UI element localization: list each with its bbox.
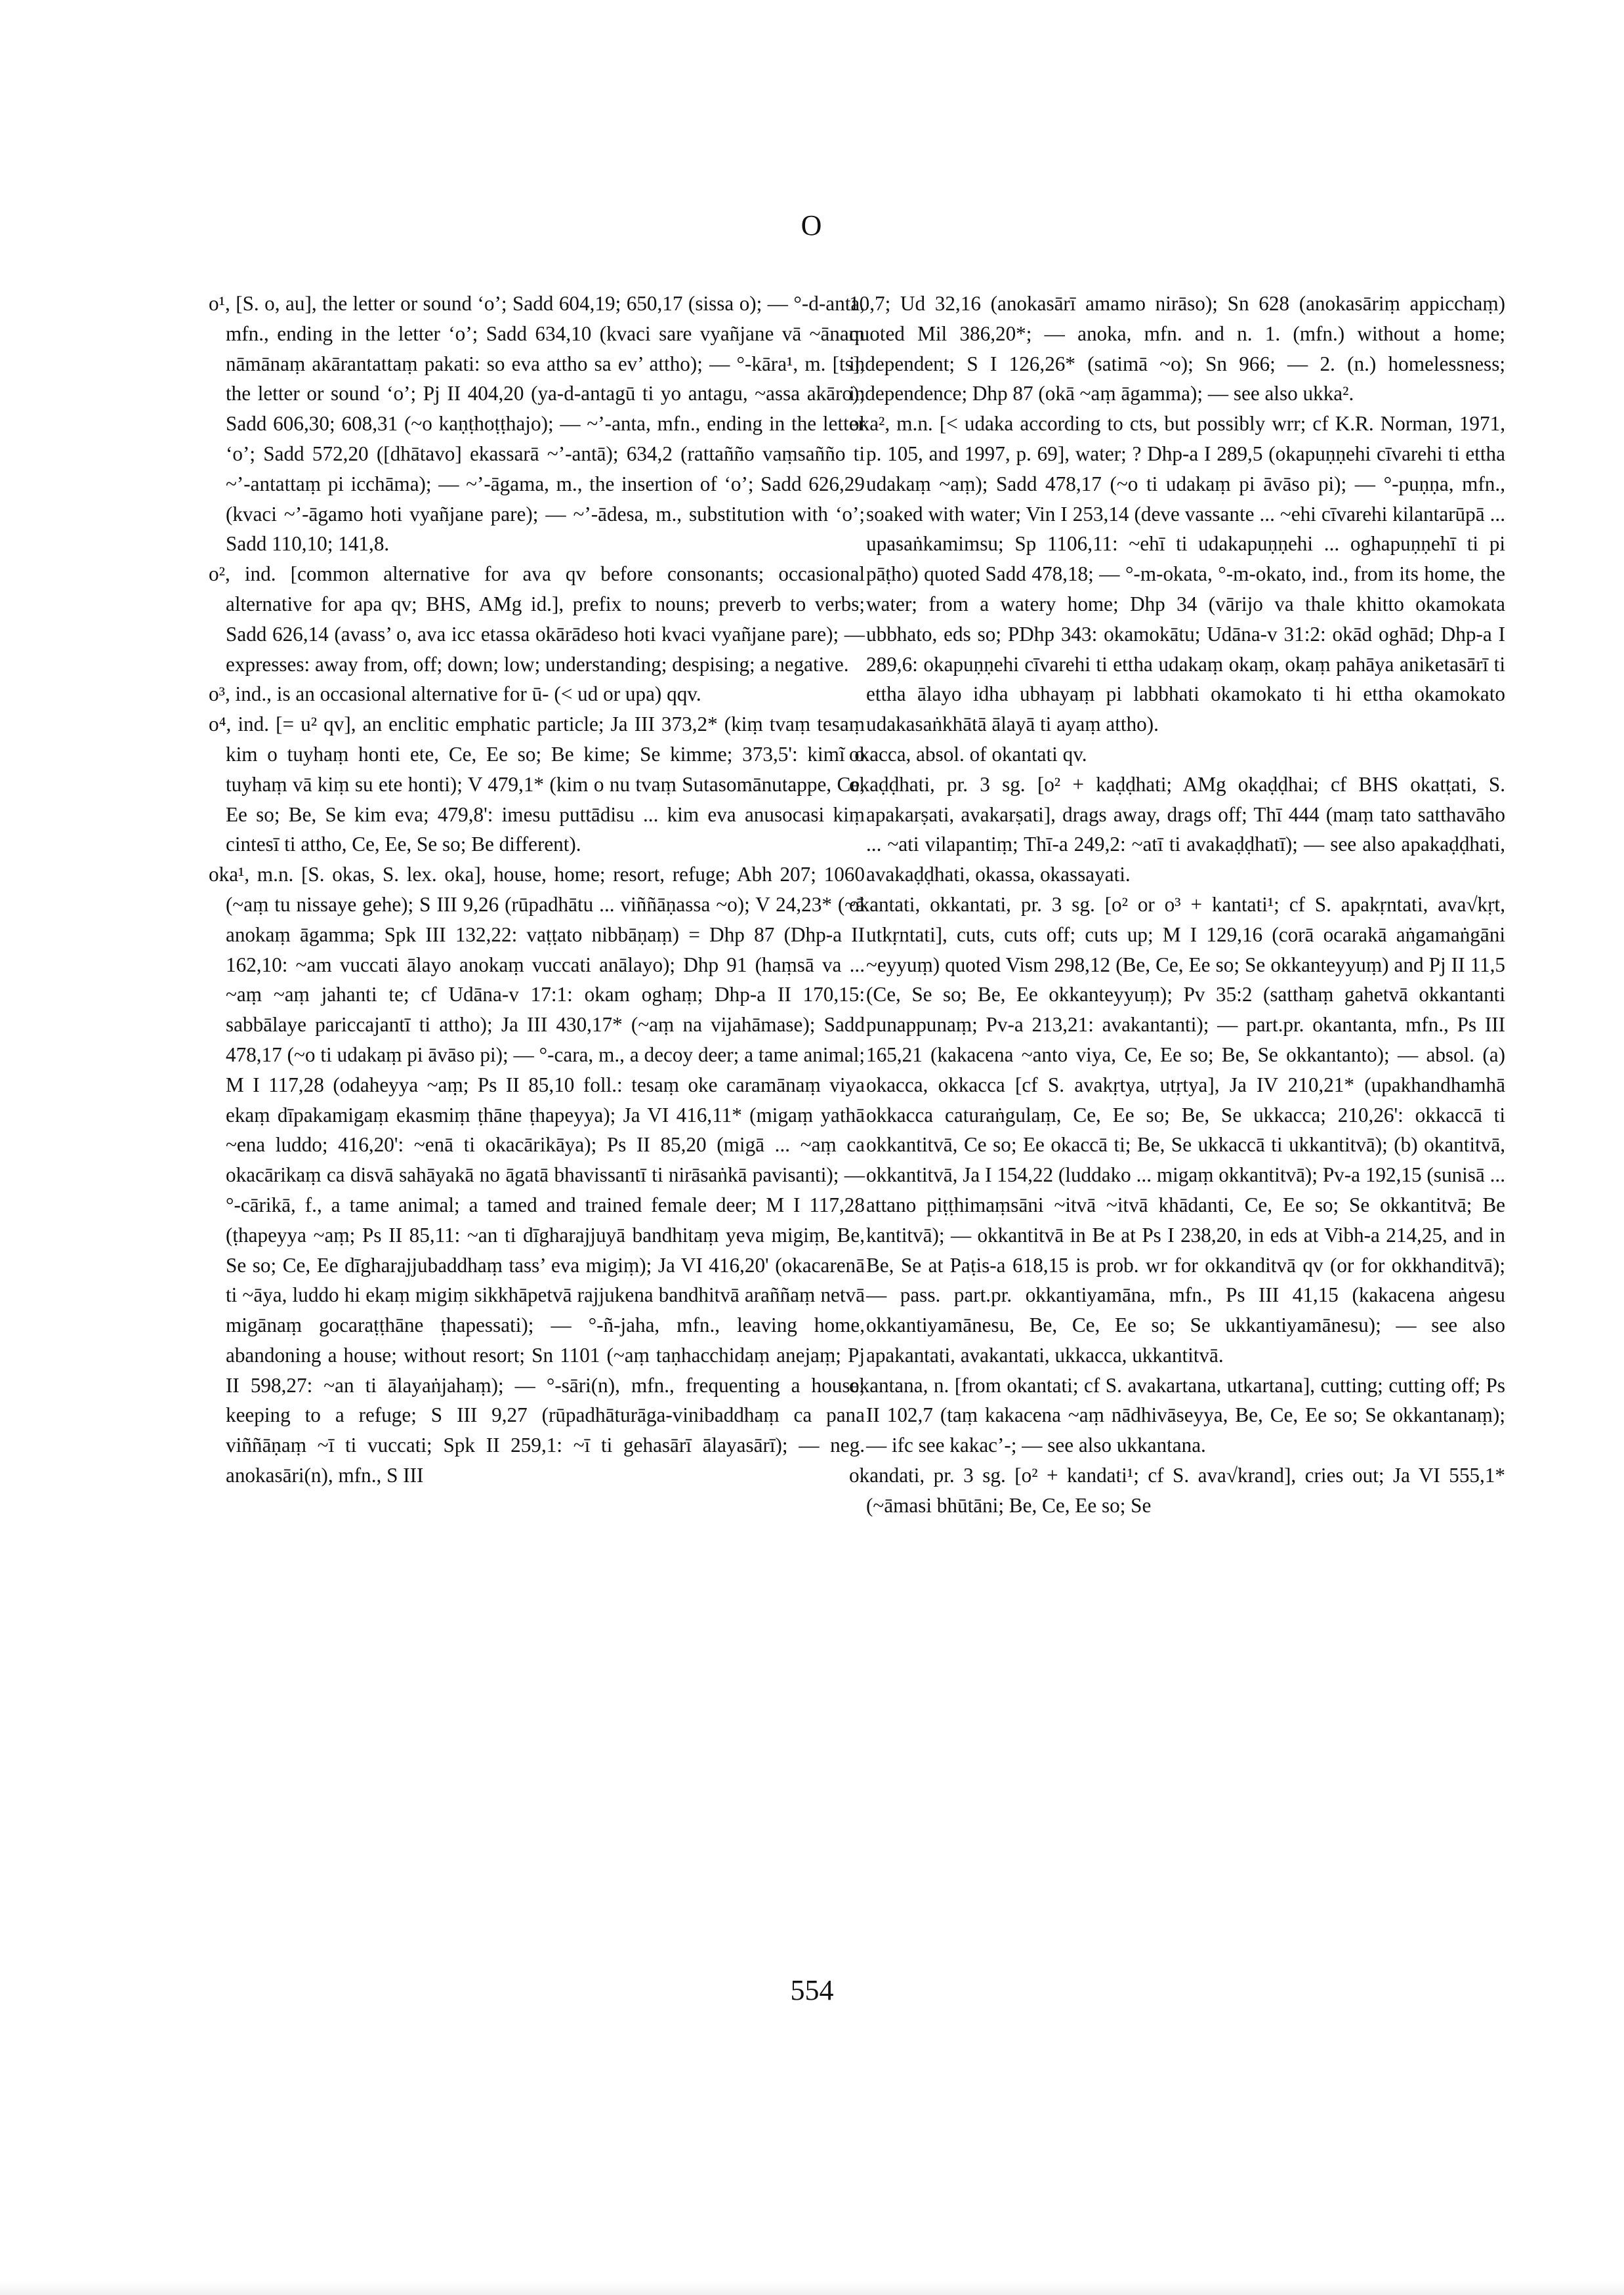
dictionary-entry: o⁴, ind. [= u² qv], an enclitic emphatic particle; Ja III 373,2* (kiṃ tvaṃ tesaṃ kim o tuyhaṃ honti ete, Ce, Ee so; Be kime; Se kimme; 373,5': kimĩ o tuyhaṃ vā kiṃ su ete honti); V 479,1* (kim o nu tvaṃ Sutasomānutappe, Ce, Ee so; Be, Se kim eva; 479,8': imesu puttādisu ... kim eva anusocasi kiṃ cintesī ti attho, Ce, Ee, Se so; Be different). [209, 713, 865, 856]
dictionary-entry: okandati, pr. 3 sg. [o² + kandati¹; cf S. ava√krand], cries out; Ja VI 555,1* (~āmasi bhūtāni; Be, Ce, Ee so; Se [849, 1464, 1505, 1517]
scan-edge-shadow [0, 2282, 1624, 2295]
dictionary-entry-continuation: 10,7; Ud 32,16 (anokasārī amamo nirāso); Sn 628 (anokasāriṃ appicchaṃ) quoted Mil 386,20*; — anoka, mfn. and n. 1. (mfn.) without a home; independent; S I 126,26* (satimā ~o); Sn 966; — 2. (n.) homelessness; independence; Dhp 87 (okā ~aṃ āgamma); — see also ukka². [849, 292, 1505, 405]
dictionary-entry: okacca, absol. of okantati qv. [849, 742, 1087, 766]
right-column [849, 289, 1505, 1521]
left-column [209, 289, 865, 1491]
dictionary-entry: okaḍḍhati, pr. 3 sg. [o² + kaḍḍhati; AMg okaḍḍhai; cf BHS okatṭati, S. apakarṣati, avakarṣati], drags away, drags off; Thī 444 (maṃ tato satthavāho ... ~ati vilapantiṃ; Thī-a 249,2: ~atī ti avakaḍḍhatī); — see also apakaḍḍhati, avakaḍḍhati, okassa, okassayati. [849, 772, 1505, 886]
dictionary-entry: o¹, [S. o, au], the letter or sound ‘o’; Sadd 604,19; 650,17 (sissa o); — °-d-anta, mfn., ending in the letter ‘o’; Sadd 634,10 (kvaci sare vyañjane vā ~ānaṃ nāmānaṃ akārantattaṃ pakati: so eva attho sa ev’ attho); — °-kāra¹, m. [ts], the letter or sound ‘o’; Pj II 404,20 (ya-d-antagū ti yo antagu, ~assa akāro); Sadd 606,30; 608,31 (~o kaṇṭhoṭṭhajo); — ~’-anta, mfn., ending in the letter ‘o’; Sadd 572,20 ([dhātavo] ekassarā ~’-antā); 634,2 (rattañño vaṃsañño ti ~’-antattaṃ pi icchāma); — ~’-āgama, m., the insertion of ‘o’; Sadd 626,29 (kvaci ~’-āgamo hoti vyañjane pare); — ~’-ādesa, m., substitution with ‘o’; Sadd 110,10; 141,8. [209, 292, 865, 556]
dictionary-entry: o³, ind., is an occasional alternative for ū- (< ud or upa) qqv. [209, 682, 701, 706]
dictionary-entry: oka², m.n. [< udaka according to cts, but possibly wrr; cf K.R. Norman, 1971, p. 105, and 1997, p. 69], water; ? Dhp-a I 289,5 (okapuṇṇehi cīvarehi ti ettha udakaṃ ~aṃ); Sadd 478,17 (~o ti udakaṃ pi āvāso pi); — °-puṇṇa, mfn., soaked with water; Vin I 253,14 (deve vassante ... ~ehi cīvarehi kilantarūpā ... upasaṅkamimsu; Sp 1106,11: ~ehī ti udakapuṇṇehi ... oghapuṇṇehī ti pi pāṭho) quoted Sadd 478,18; — °-m-okata, °-m-okato, ind., from its home, the water; from a watery home; Dhp 34 (vārijo va thale khitto okamokata ubbhato, eds so; PDhp 343: okamokātu; Udāna-v 31:2: okād oghād; Dhp-a I 289,6: okapuṇṇehi cīvarehi ti ettha udakaṃ okaṃ, okaṃ pahāya aniketasārī ti ettha ālayo idha ubhayaṃ pi labbhati okamokato ti hi ettha okamokato udakasaṅkhātā ālayā ti ayaṃ attho). [849, 412, 1505, 736]
dictionary-entry: oka¹, m.n. [S. okas, S. lex. oka], house, home; resort, refuge; Abh 207; 1060 (~aṃ tu nissaye gehe); S III 9,26 (rūpadhātu ... viññāṇassa ~o); V 24,23* (~ā anokaṃ āgamma; Spk III 132,22: vaṭṭato nibbāṇaṃ) = Dhp 87 (Dhp-a II 162,10: ~am vuccati ālayo anokaṃ vuccati anālayo); Dhp 91 (haṃsā va ... ~aṃ ~aṃ jahanti te; cf Udāna-v 17:1: okam oghaṃ; Dhp-a II 170,15: sabbālaye pariccajantī ti attho); Ja III 430,17* (~aṃ na vijahāmase); Sadd 478,17 (~o ti udakaṃ pi āvāso pi); — °-cara, m., a decoy deer; a tame animal; M I 117,28 (odaheyya ~aṃ; Ps II 85,10 foll.: tesaṃ oke caramānaṃ viya ekaṃ dīpakamigaṃ ekasmiṃ ṭhāne ṭhapeyya); Ja VI 416,11* (migaṃ yathā ~ena luddo; 416,20': ~enā ti okacārikāya); Ps II 85,20 (migā ... ~aṃ ca okacārikaṃ ca disvā sahāyakā no āgatā bhavissantī ti nirāsaṅkā pavisanti); — °-cārikā, f., a tame animal; a tamed and trained female deer; M I 117,28 (ṭhapeyya ~aṃ; Ps II 85,11: ~an ti dīgharajjuyā bandhitaṃ yeva migiṃ, Be, Se so; Ce, Ee dīgharajjubaddhaṃ tass’ eva migiṃ); Ja VI 416,20' (okacarenā ti ~āya, luddo hi ekaṃ migiṃ sikkhāpetvā rajjukena bandhitvā araññaṃ netvā migānaṃ gocaraṭṭhāne ṭhapessati); — °-ñ-jaha, mfn., leaving home, abandoning a house; without resort; Sn 1101 (~aṃ taṇhacchidaṃ anejaṃ; Pj II 598,27: ~an ti ālayaṅjahaṃ); — °-sāri(n), mfn., frequenting a house; keeping to a refuge; S III 9,27 (rūpadhāturāga-vinibaddhaṃ ca pana viññāṇaṃ ~ī ti vuccati; Spk II 259,1: ~ī ti gehasārī ālayasārī); — neg. anokasāri(n), mfn., S III [209, 863, 865, 1487]
dictionary-entry: okantana, n. [from okantati; cf S. avakartana, utkartana], cutting; cutting off; Ps II 102,7 (taṃ kakacena ~aṃ nādhivāseyya, Be, Ce, Ee so; Se okkantanaṃ); — ifc see kakac’-; — see also ukkantana. [849, 1373, 1505, 1457]
page-number: 554 [790, 1974, 834, 2006]
section-letter-heading: O [801, 209, 823, 241]
dictionary-entry: okantati, okkantati, pr. 3 sg. [o² or o³ + kantati¹; cf S. apakṛntati, ava√kṛt, utkṛntati], cuts, cuts off; cuts up; M I 129,16 (corā ocarakā aṅgamaṅgāni ~eyyuṃ) quoted Vism 298,12 (Be, Ce, Ee so; Se okkanteyyuṃ) and Pj II 11,5 (Ce, Se so; Be, Ee okkanteyyuṃ); Pv 35:2 (satthaṃ gahetvā okkantanti punappunaṃ; Pv-a 213,21: avakantanti); — part.pr. okantanta, mfn., Ps III 165,21 (kakacena ~anto viya, Ce, Ee so; Be, Se okkantanto); — absol. (a) okacca, okkacca [cf S. avakṛtya, utṛtya], Ja IV 210,21* (upakhandhamhā okkacca caturaṅgulaṃ, Ce, Ee so; Be, Se ukkacca; 210,26': okkaccā ti okkantitvā, Ce so; Ee okaccā ti; Be, Se ukkaccā ti ukkantitvā); (b) okantitvā, okkantitvā, Ja I 154,22 (luddako ... migaṃ okkantitvā); Pv-a 192,15 (sunisā ... attano piṭṭhimaṃsāni ~itvā ~itvā khādanti, Ce, Ee so; Se okkantitvā; Be kantitvā); — okkantitvā in Be at Ps I 238,20, in eds at Vibh-a 214,25, and in Be, Se at Paṭis-a 618,15 is prob. wr for okkanditvā qv (or for okkhanditvā); — pass. part.pr. okkantiyamāna, mfn., Ps III 41,15 (kakacena aṅgesu okkantiyamānesu, Be, Ce, Ee so; Se ukkantiyamānesu); — see also apakantati, avakantati, ukkacca, ukkantitvā. [849, 892, 1505, 1367]
dictionary-entry: o², ind. [common alternative for ava qv before consonants; occasional alternative for apa qv; BHS, AMg id.], prefix to nouns; preverb to verbs; Sadd 626,14 (avass’ o, ava icc etassa okārādeso hoti kvaci vyañjane pare); — expresses: away from, off; down; low; understanding; despising; a negative. [209, 562, 865, 676]
